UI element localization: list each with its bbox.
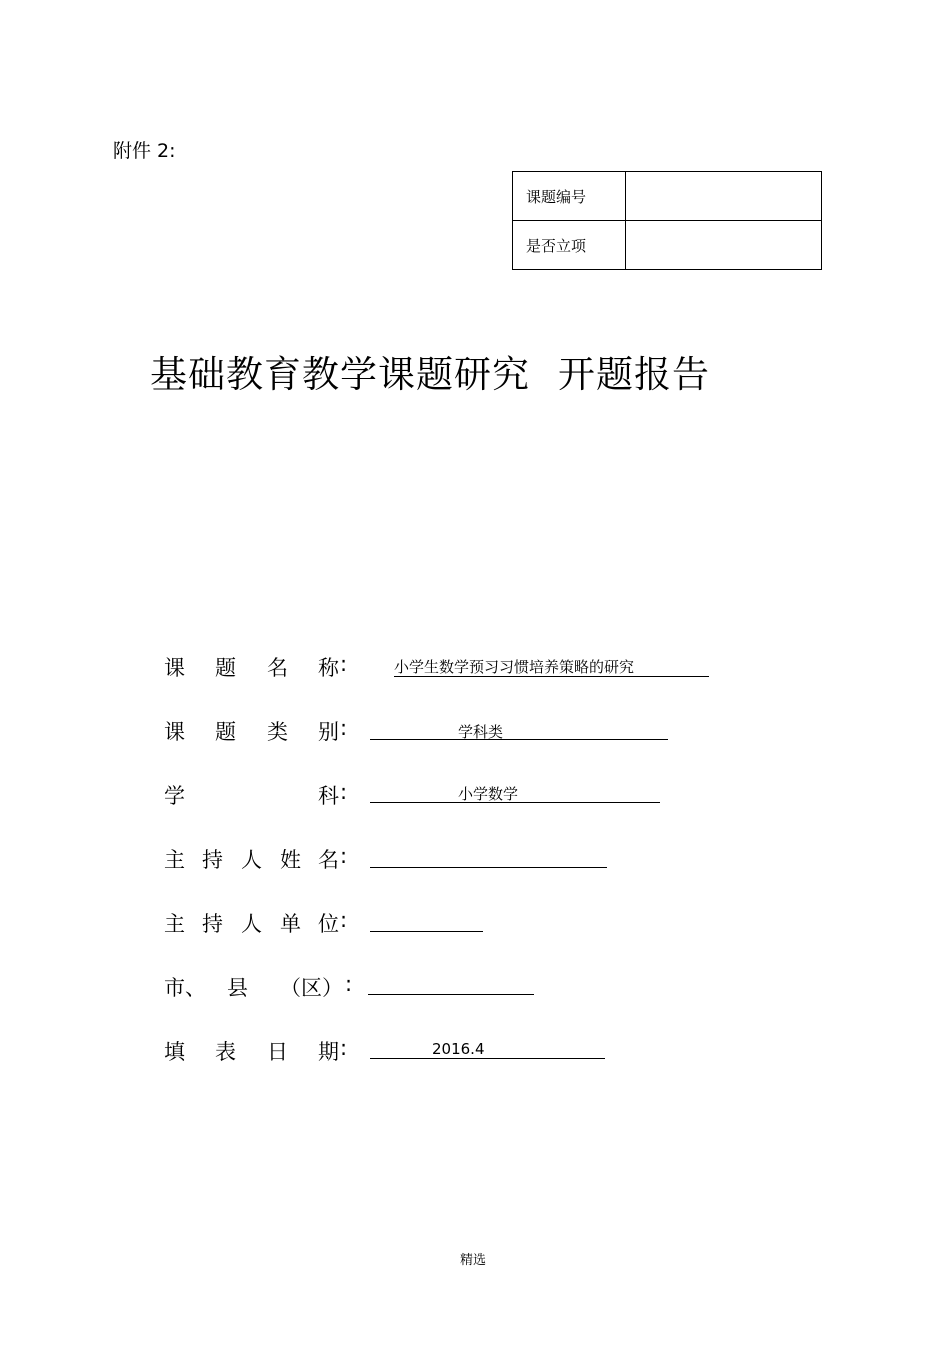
topic-type-value: 学科类 xyxy=(458,723,504,741)
label-char: 期 xyxy=(318,1040,339,1064)
label-char: 课 xyxy=(164,656,185,680)
label-char: 姓 xyxy=(280,848,301,872)
field-underline[interactable] xyxy=(370,1058,605,1059)
form-row-county xyxy=(0,972,950,1006)
label-char: 科 xyxy=(318,784,339,808)
label-char: 课 xyxy=(164,720,185,744)
label-char: 持 xyxy=(202,912,223,936)
label-char: 县 xyxy=(227,976,248,1000)
attachment-label: 附件 2: xyxy=(113,140,176,162)
topic-name-value: 小学生数学预习习惯培养策略的研究 xyxy=(394,658,635,676)
page-title xyxy=(150,344,710,398)
form-row-host-unit xyxy=(0,908,950,942)
field-underline[interactable] xyxy=(370,867,607,868)
field-colon: : xyxy=(340,844,348,868)
title-part-2: 开题报告 xyxy=(558,353,710,396)
label-char: 单 xyxy=(280,912,301,936)
subject-value: 小学数学 xyxy=(458,785,519,803)
field-colon: : xyxy=(345,972,353,996)
label-char: 日 xyxy=(267,1040,288,1064)
label-char: 主 xyxy=(164,912,185,936)
field-underline[interactable] xyxy=(370,931,483,932)
label-char: 填 xyxy=(164,1040,185,1064)
form-row-topic-type xyxy=(0,716,950,750)
label-char: 名 xyxy=(318,848,339,872)
field-underline[interactable] xyxy=(368,994,534,995)
field-colon: : xyxy=(340,652,348,676)
label-char: 名 xyxy=(267,656,288,680)
label-char: 学 xyxy=(164,784,185,808)
label-char: 题 xyxy=(215,656,236,680)
field-underline[interactable] xyxy=(370,739,668,740)
label-char: （区） xyxy=(280,976,343,1000)
label-char: 表 xyxy=(215,1040,236,1064)
title-part-1: 基础教育教学课题研究 xyxy=(150,353,530,396)
field-colon: : xyxy=(340,1036,348,1060)
field-colon: : xyxy=(340,780,348,804)
page-footer: 精选 xyxy=(460,1253,487,1268)
label-char: 人 xyxy=(241,912,262,936)
meta-table xyxy=(512,171,822,270)
meta-row-topic-number xyxy=(513,172,822,221)
form-row-host-name xyxy=(0,844,950,878)
label-char: 题 xyxy=(215,720,236,744)
field-colon: : xyxy=(340,908,348,932)
label-char: 市、 xyxy=(164,976,206,1000)
label-char: 称 xyxy=(318,656,339,680)
label-char: 主 xyxy=(164,848,185,872)
label-char: 人 xyxy=(241,848,262,872)
form-row-topic-name xyxy=(0,652,950,686)
field-colon: : xyxy=(340,716,348,740)
meta-value[interactable] xyxy=(626,172,822,221)
label-char: 别 xyxy=(318,720,339,744)
label-char: 持 xyxy=(202,848,223,872)
label-char: 位 xyxy=(318,912,339,936)
form-row-subject xyxy=(0,780,950,814)
form-row-fill-date xyxy=(0,1036,950,1070)
label-char: 类 xyxy=(267,720,288,744)
meta-label: 课题编号 xyxy=(513,172,626,221)
meta-row-approved xyxy=(513,221,822,270)
fill-date-value: 2016.4 xyxy=(432,1040,485,1058)
meta-value[interactable] xyxy=(626,221,822,270)
meta-label: 是否立项 xyxy=(513,221,626,270)
